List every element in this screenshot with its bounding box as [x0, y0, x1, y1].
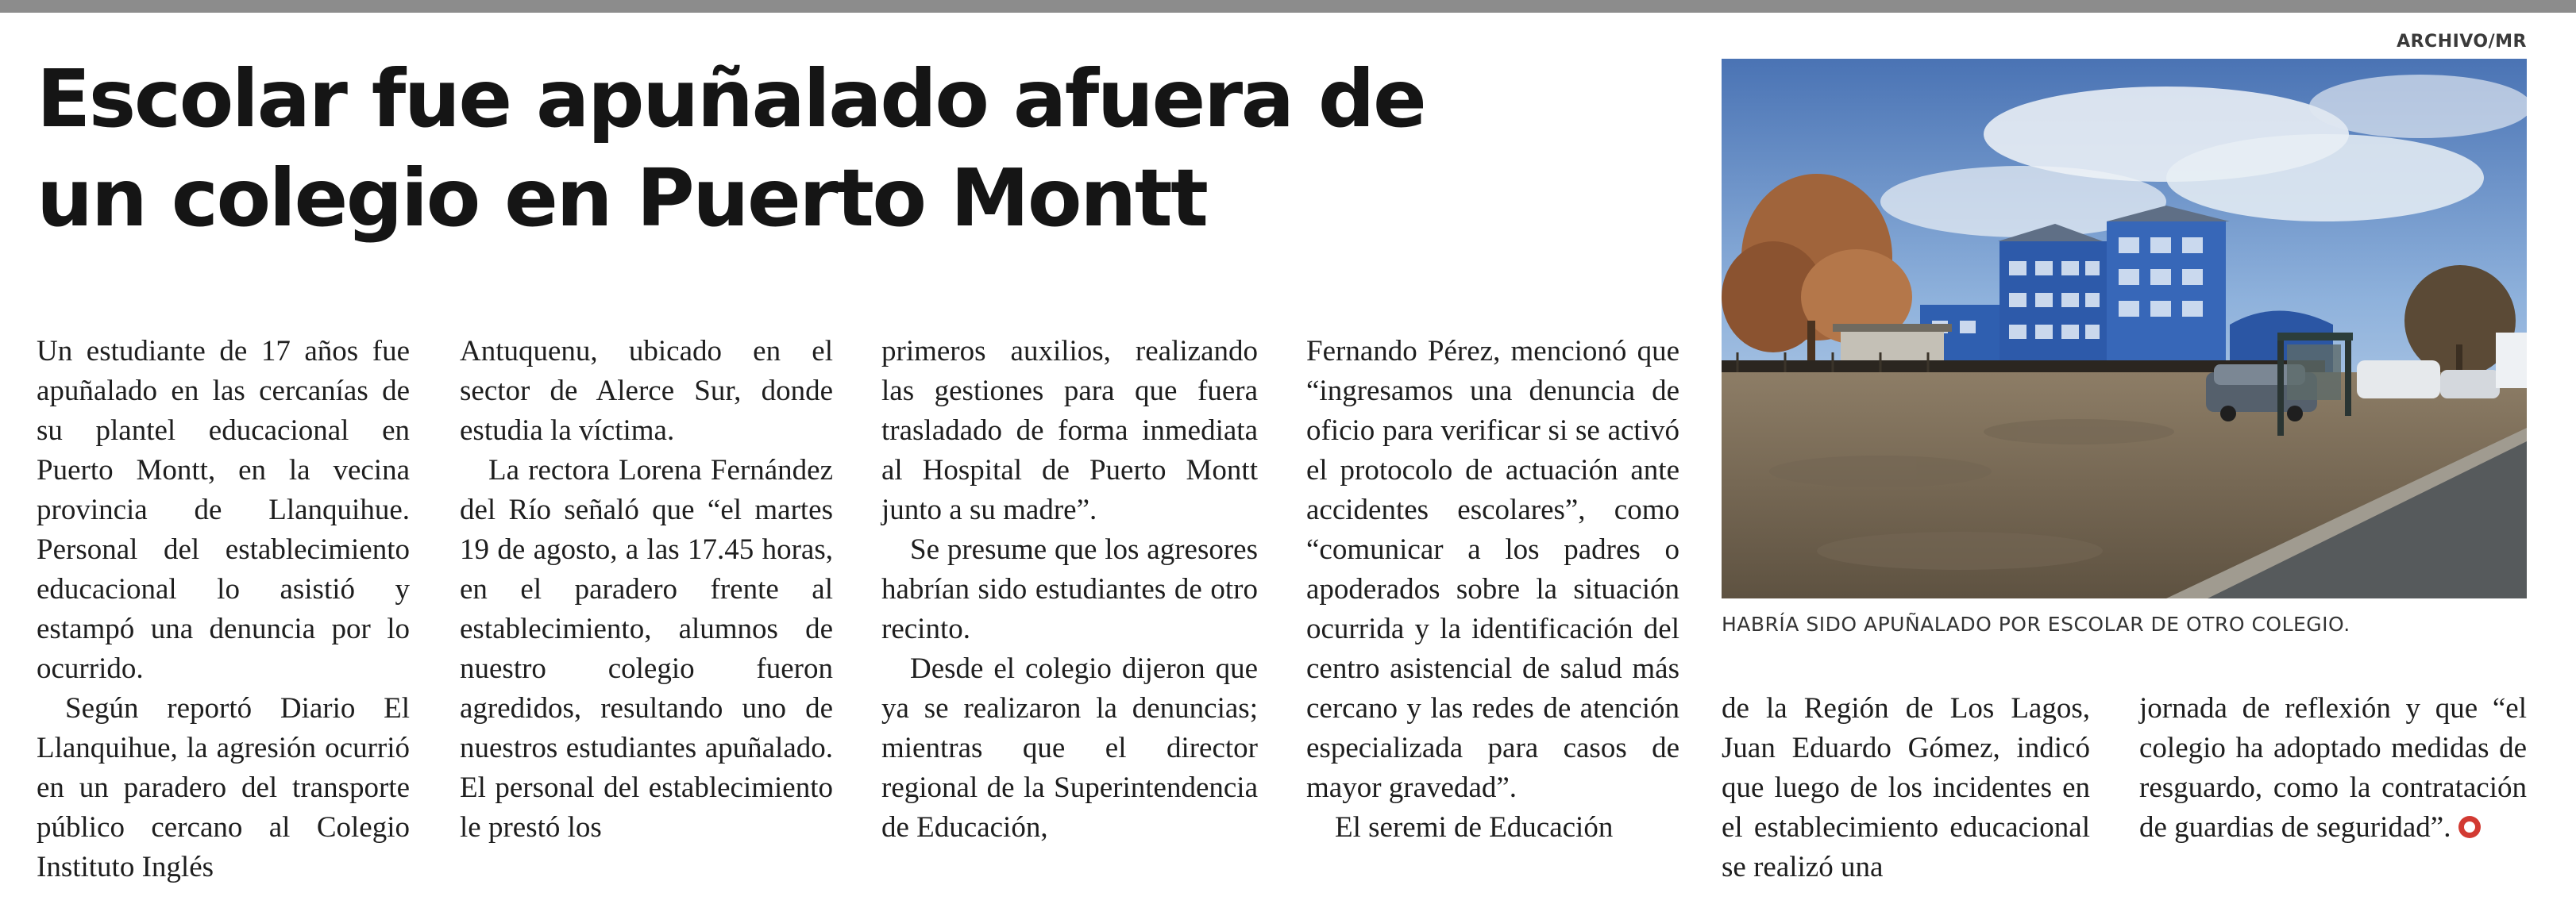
photo-caption: HABRÍA SIDO APUÑALADO POR ESCOLAR DE OTRO COLEGIO.: [1722, 613, 2350, 636]
paragraph: de la Región de Los Lagos, Juan Eduardo Gómez, indicó que luego de los incidentes en el establecimiento educacional se realizó una: [1722, 692, 2090, 883]
photo-credit: ARCHIVO/MR: [2397, 32, 2527, 52]
end-of-article-icon: [2458, 816, 2481, 838]
article-column-2: [460, 332, 833, 848]
paragraph: Desde el colegio dijeron que ya se realizaron la denuncias; mientras que el director regional de la Superintendencia de Educación,: [881, 652, 1258, 844]
headline-line-1: Escolar fue apuñalado afuera de: [37, 52, 1425, 145]
article-column-5: [1722, 689, 2090, 887]
paragraph: [2139, 689, 2527, 848]
article-column-3: [881, 332, 1258, 848]
headline-line-2: un colegio en Puerto Montt: [37, 152, 1207, 244]
paragraph: Se presume que los agresores habrían sido estudiantes de otro recinto.: [881, 533, 1258, 645]
article-column-6: [2139, 689, 2527, 848]
article-column-4: [1306, 332, 1679, 848]
paragraph: Un estudiante de 17 años fue apuñalado en las cercanías de su plantel educacional en Puerto Montt, en la vecina provincia de Llanquihue. Personal del establecimiento educacional lo asistió y estampó una denuncia por lo ocurrido.: [37, 335, 410, 685]
paragraph-text: jornada de reflexión y que “el colegio ha adoptado medidas de resguardo, como la contratación de guardias de seguridad”.: [2139, 692, 2527, 844]
article-headline: [37, 49, 1664, 248]
paragraph: Según reportó Diario El Llanquihue, la agresión ocurrió en un paradero del transporte público cercano al Colegio Instituto Inglés: [37, 692, 410, 883]
paragraph: Fernando Pérez, mencionó que “ingresamos una denuncia de oficio para verificar si se activó el protocolo de actuación ante accidentes escolares”, como “comunicar a los padres o apoderados sobre la situación ocurrida y la identificación del centro asistencial de salud más cercano y las redes de atención especializada para casos de mayor gravedad”.: [1306, 335, 1679, 804]
paragraph: El seremi de Educación: [1335, 811, 1614, 844]
top-divider-bar: [0, 0, 2576, 13]
school-building-photo: [1722, 59, 2527, 598]
article-column-1: [37, 332, 410, 887]
paragraph: primeros auxilios, realizando las gestiones para que fuera trasladado de forma inmediata al Hospital de Puerto Montt junto a su madre”.: [881, 335, 1258, 526]
paragraph: Antuquenu, ubicado en el sector de Alerce Sur, donde estudia la víctima.: [460, 335, 833, 447]
paragraph: La rectora Lorena Fernández del Río señaló que “el martes 19 de agosto, a las 17.45 horas, en el paradero frente al establecimiento, alumnos de nuestro colegio fueron agredidos, resultando uno de nuestros estudiantes apuñalado. El personal del establecimiento le prestó los: [460, 454, 833, 844]
